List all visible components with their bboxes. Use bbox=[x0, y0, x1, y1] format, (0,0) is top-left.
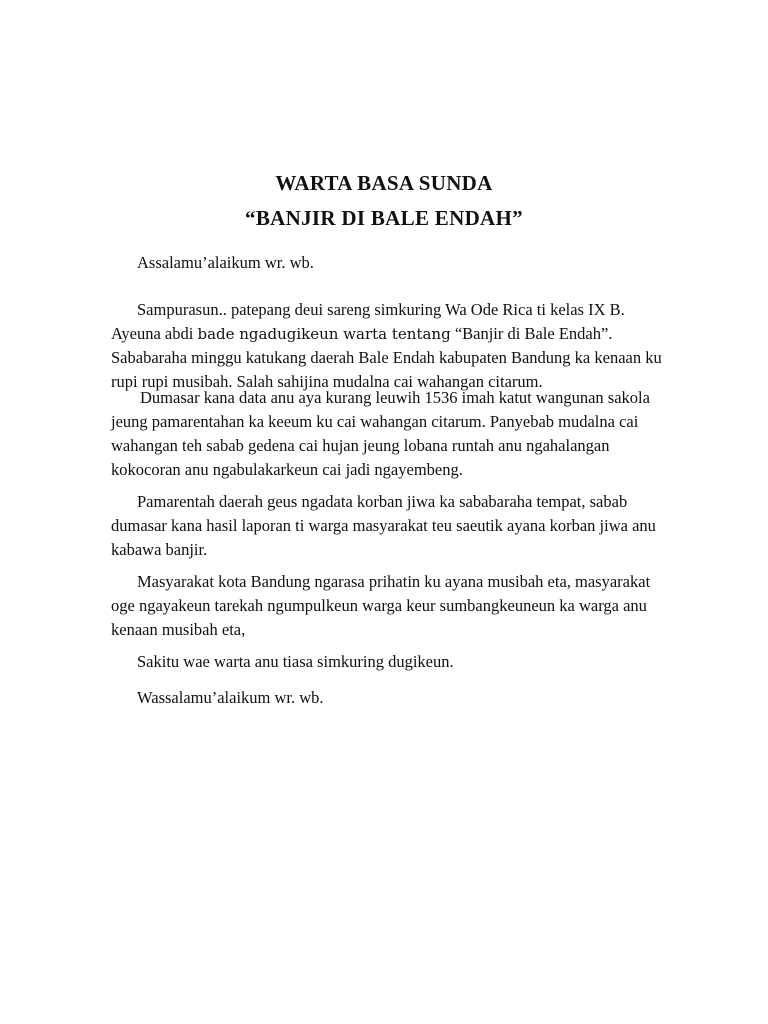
paragraph-closing-line: Sakitu wae warta anu tiasa simkuring dugikeun. bbox=[137, 652, 454, 671]
paragraph-community: Masyarakat kota Bandung ngarasa prihatin ku ayana musibah eta, masyarakat oge ngayakeun tarekah ngumpulkeun warga keur sumbangkeuneun ka warga anu kenaan musibah eta, bbox=[111, 572, 651, 639]
paragraph-introduction-text-a: Sampurasun.. patepang deui sareng simkuring Wa Ode Rica ti kelas IX B. Ayeuna abdi bbox=[111, 300, 625, 343]
paragraph-victims: Pamarentah daerah geus ngadata korban jiwa ka sababaraha tempat, sabab dumasar kana hasil laporan ti warga masyarakat teu saeutik ayana korban jiwa anu kabawa banjir. bbox=[111, 492, 656, 559]
document-subtitle: “BANJIR DI BALE ENDAH” bbox=[245, 206, 523, 230]
paragraph-introduction bbox=[111, 298, 671, 394]
closing-greeting: Wassalamu’alaikum wr. wb. bbox=[137, 688, 324, 707]
opening-greeting: Assalamu’alaikum wr. wb. bbox=[137, 253, 314, 272]
document-title: WARTA BASA SUNDA bbox=[275, 171, 493, 195]
paragraph-data: Dumasar kana data anu aya kurang leuwih 1536 imah katut wangunan sakola jeung pamarentahan ka keeum ku cai wahangan citarum. Panyebab mudalna cai wahangan teh sabab gedena cai hujan jeung lobana runtah anu ngahalangan kokocoran anu ngabulakarkeun cai jadi ngayembeng. bbox=[111, 388, 650, 479]
paragraph-introduction-text-c: “Banjir di Bale Endah”. Sababaraha minggu katukang daerah Bale Endah kabupaten Bandung ka kenaan ku rupi rupi musibah. Salah sahijina mudalna cai wahangan citarum. bbox=[111, 324, 662, 391]
paragraph-introduction-text-b: bade ngadugikeun warta tentang bbox=[197, 325, 451, 343]
